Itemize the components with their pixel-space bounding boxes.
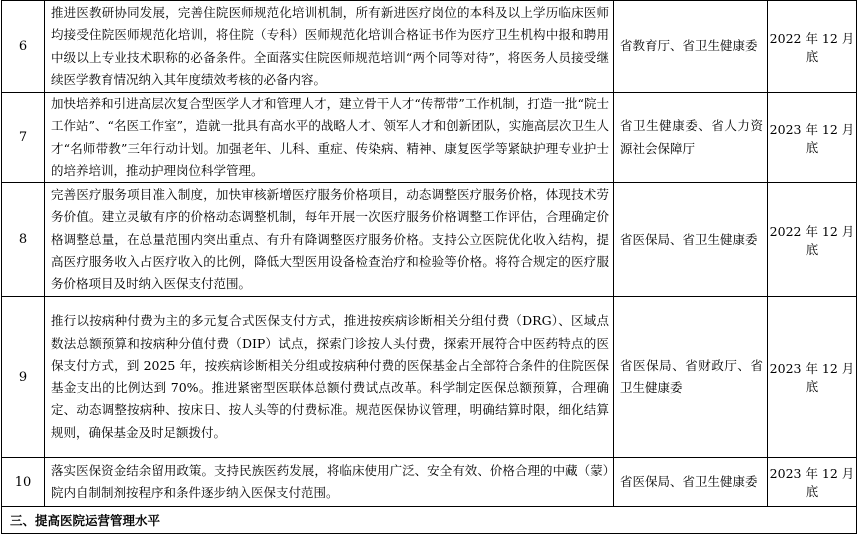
responsible-department: 省医保局、省卫生健康委: [614, 183, 768, 297]
deadline: 2022 年 12 月底: [768, 183, 857, 297]
task-content: 推进医教研协同发展，完善住院医师规范化培训机制，所有新进医疗岗位的本科及以上学历临床医师均接受住院医师规范化培训，将住院（专科）医师规范化培训合格证书作为医疗卫生机构中报和聘用中级以上专业技术职称的必备条件。全面落实住院医师规范培训“两个同等对待”，将医务人员接受继续医学教育情况纳入其年度绩效考核的必备内容。: [45, 1, 614, 93]
deadline: 2023 年 12 月底: [768, 458, 857, 507]
deadline: 2023 年 12 月底: [768, 93, 857, 183]
row-number: 7: [2, 93, 45, 183]
responsible-department: 省医保局、省财政厅、省卫生健康委: [614, 297, 768, 458]
responsible-department: 省医保局、省卫生健康委: [614, 458, 768, 507]
task-content: 推行以按病种付费为主的多元复合式医保支付方式，推进按疾病诊断相关分组付费（DRG）、区域点数法总额预算和按病种分值付费（DIP）试点，探索门诊按人头付费，探索开展符合中医药特点的医保支付方式，到 2025 年，按疾病诊断相关分组或按病种付费的医保基金占全部符合条件的住院医保基金支出的比例达到 70%。推进紧密型医联体总额付费试点改革。科学制定医保总额预算，合理确定、动态调整按病种、按床日、按人头等的付费标准。规范医保协议管理，明确结算时限，细化结算规则，确保基金及时足额拨付。: [45, 297, 614, 458]
table-row: [2, 93, 857, 183]
responsible-department: 省教育厅、省卫生健康委: [614, 1, 768, 93]
task-content: 落实医保资金结余留用政策。支持民族医药发展，将临床使用广泛、安全有效、价格合理的中藏（蒙）院内自制制剂按程序和条件逐步纳入医保支付范围。: [45, 458, 614, 507]
responsible-department: 省卫生健康委、省人力资源社会保障厅: [614, 93, 768, 183]
table-row: [2, 1, 857, 93]
row-number: 6: [2, 1, 45, 93]
deadline: 2023 年 12 月底: [768, 297, 857, 458]
task-content: 加快培养和引进高层次复合型医学人才和管理人才，建立骨干人才“传帮带”工作机制，打造一批“院士工作站”、“名医工作室”，造就一批具有高水平的战略人才、领军人才和创新团队，实施高层次卫生人才“名师带教”三年行动计划。加强老年、儿科、重症、传染病、精神、康复医学等紧缺护理专业护士的培养培训，推动护理岗位科学管理。: [45, 93, 614, 183]
table-row: [2, 458, 857, 507]
section-heading: 三、提高医院运营管理水平: [2, 507, 857, 534]
row-number: 10: [2, 458, 45, 507]
row-number: 8: [2, 183, 45, 297]
table-row: [2, 297, 857, 458]
deadline: 2022 年 12 月底: [768, 1, 857, 93]
policy-task-table: [1, 0, 857, 534]
row-number: 9: [2, 297, 45, 458]
section-row: [2, 507, 857, 534]
table-row: [2, 183, 857, 297]
task-content: 完善医疗服务项目准入制度，加快审核新增医疗服务价格项目，动态调整医疗服务价格，体现技术劳务价值。建立灵敏有序的价格动态调整机制，每年开展一次医疗服务价格调整工作评估，合理确定价格调整总量，在总量范围内突出重点、有升有降调整医疗服务价格。支持公立医院优化收入结构，提高医疗服务收入占医疗收入的比例，降低大型医用设备检查治疗和检验等价格。将符合规定的医疗服务价格项目及时纳入医保支付范围。: [45, 183, 614, 297]
